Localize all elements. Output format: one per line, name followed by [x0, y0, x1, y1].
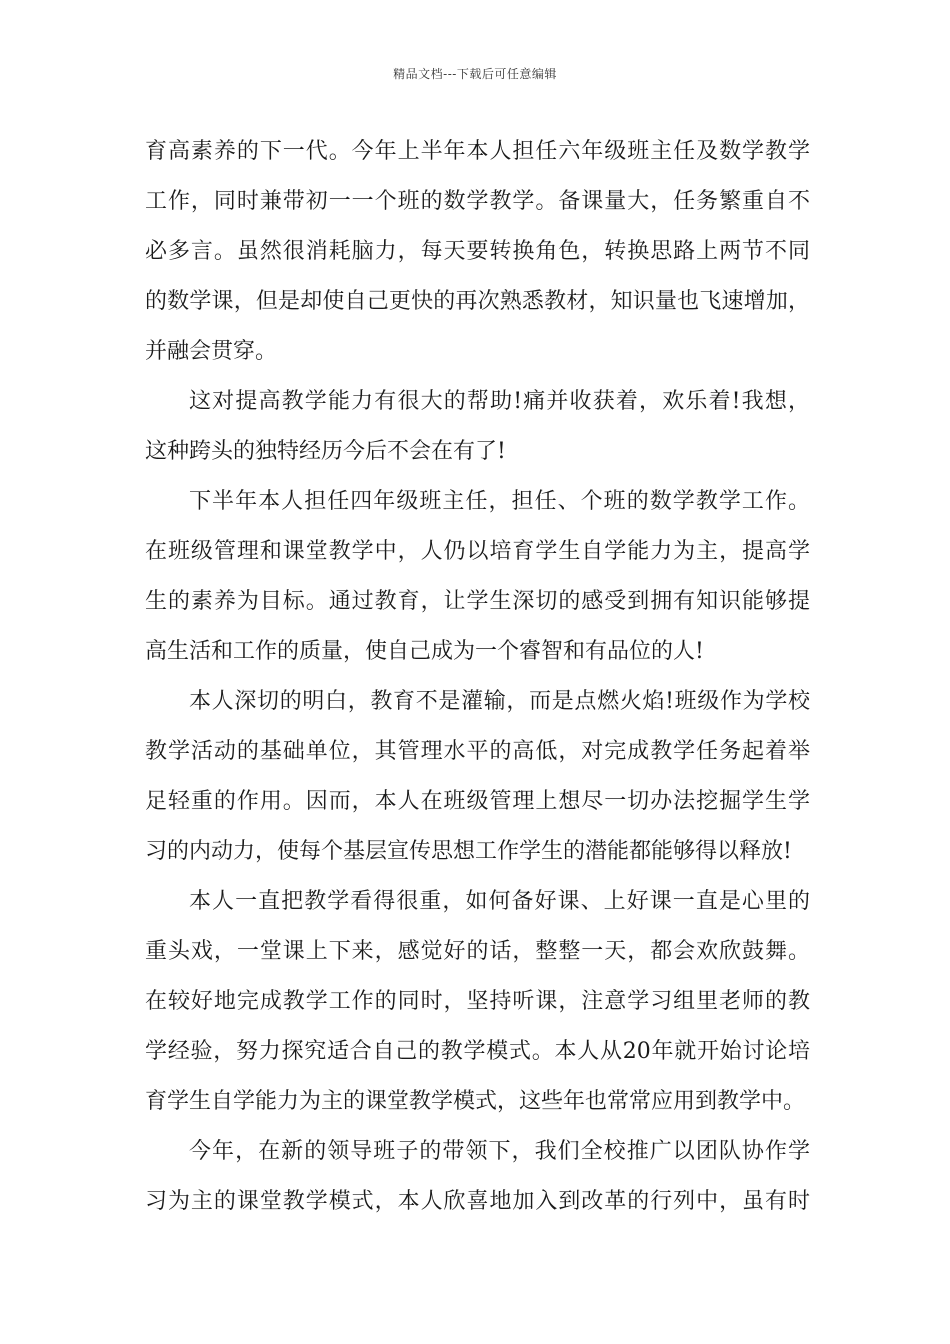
text-line: 今年，在新的领导班子的带领下，我们全校推广以团队协作学	[189, 1139, 810, 1164]
text-line: 并融会贯穿。	[145, 339, 278, 364]
text-line: 高生活和工作的质量，使自己成为一个睿智和有品位的人!	[145, 639, 704, 664]
text-line: 教学活动的基础单位，其管理水平的高低，对完成教学任务起着举	[145, 739, 810, 764]
text-line: 育高素养的下一代。今年上半年本人担任六年级班主任及数学教学	[145, 139, 810, 164]
page-header: 精品文档---下载后可任意编辑	[393, 67, 557, 81]
paragraph	[145, 477, 810, 677]
text-line: 下半年本人担任四年级班主任，担任、个班的数学教学工作。	[189, 489, 810, 514]
text-line: 在较好地完成教学工作的同时，坚持听课，注意学习组里老师的教	[145, 989, 810, 1014]
paragraph	[145, 877, 810, 1127]
text-line: 工作，同时兼带初一一个班的数学教学。备课量大，任务繁重自不	[145, 189, 810, 214]
paragraph	[145, 677, 810, 877]
text-line: 的数学课，但是却使自己更快的再次熟悉教材，知识量也飞速增加，	[145, 289, 810, 314]
text-line: 足轻重的作用。因而，本人在班级管理上想尽一切办法挖掘学生学	[145, 789, 810, 814]
paragraph	[145, 377, 810, 477]
text-line: 育学生自学能力为主的课堂教学模式，这些年也常常应用到教学中。	[145, 1089, 806, 1114]
text-line: 这种跨头的独特经历今后不会在有了!	[145, 439, 506, 464]
text-line: 重头戏，一堂课上下来，感觉好的话，整整一天，都会欢欣鼓舞。	[145, 939, 810, 964]
paragraph	[145, 127, 810, 377]
paragraph	[145, 1127, 810, 1227]
text-line: 学经验，努力探究适合自己的教学模式。本人从20年就开始讨论培	[145, 1039, 810, 1064]
text-line: 这对提高教学能力有很大的帮助!痛并收获着，欢乐着!我想，	[189, 389, 810, 414]
text-line: 生的素养为目标。通过教育，让学生深切的感受到拥有知识能够提	[145, 589, 810, 614]
text-line: 必多言。虽然很消耗脑力，每天要转换角色，转换思路上两节不同	[145, 239, 810, 264]
text-line: 在班级管理和课堂教学中，人仍以培育学生自学能力为主，提高学	[145, 539, 810, 564]
text-line: 本人深切的明白，教育不是灌输，而是点燃火焰!班级作为学校	[189, 689, 810, 714]
text-line: 习为主的课堂教学模式，本人欣喜地加入到改革的行列中，虽有时	[145, 1189, 810, 1214]
document-body	[145, 127, 810, 1227]
text-line: 习的内动力，使每个基层宣传思想工作学生的潜能都能够得以释放!	[145, 839, 792, 864]
text-line: 本人一直把教学看得很重，如何备好课、上好课一直是心里的	[189, 889, 810, 914]
